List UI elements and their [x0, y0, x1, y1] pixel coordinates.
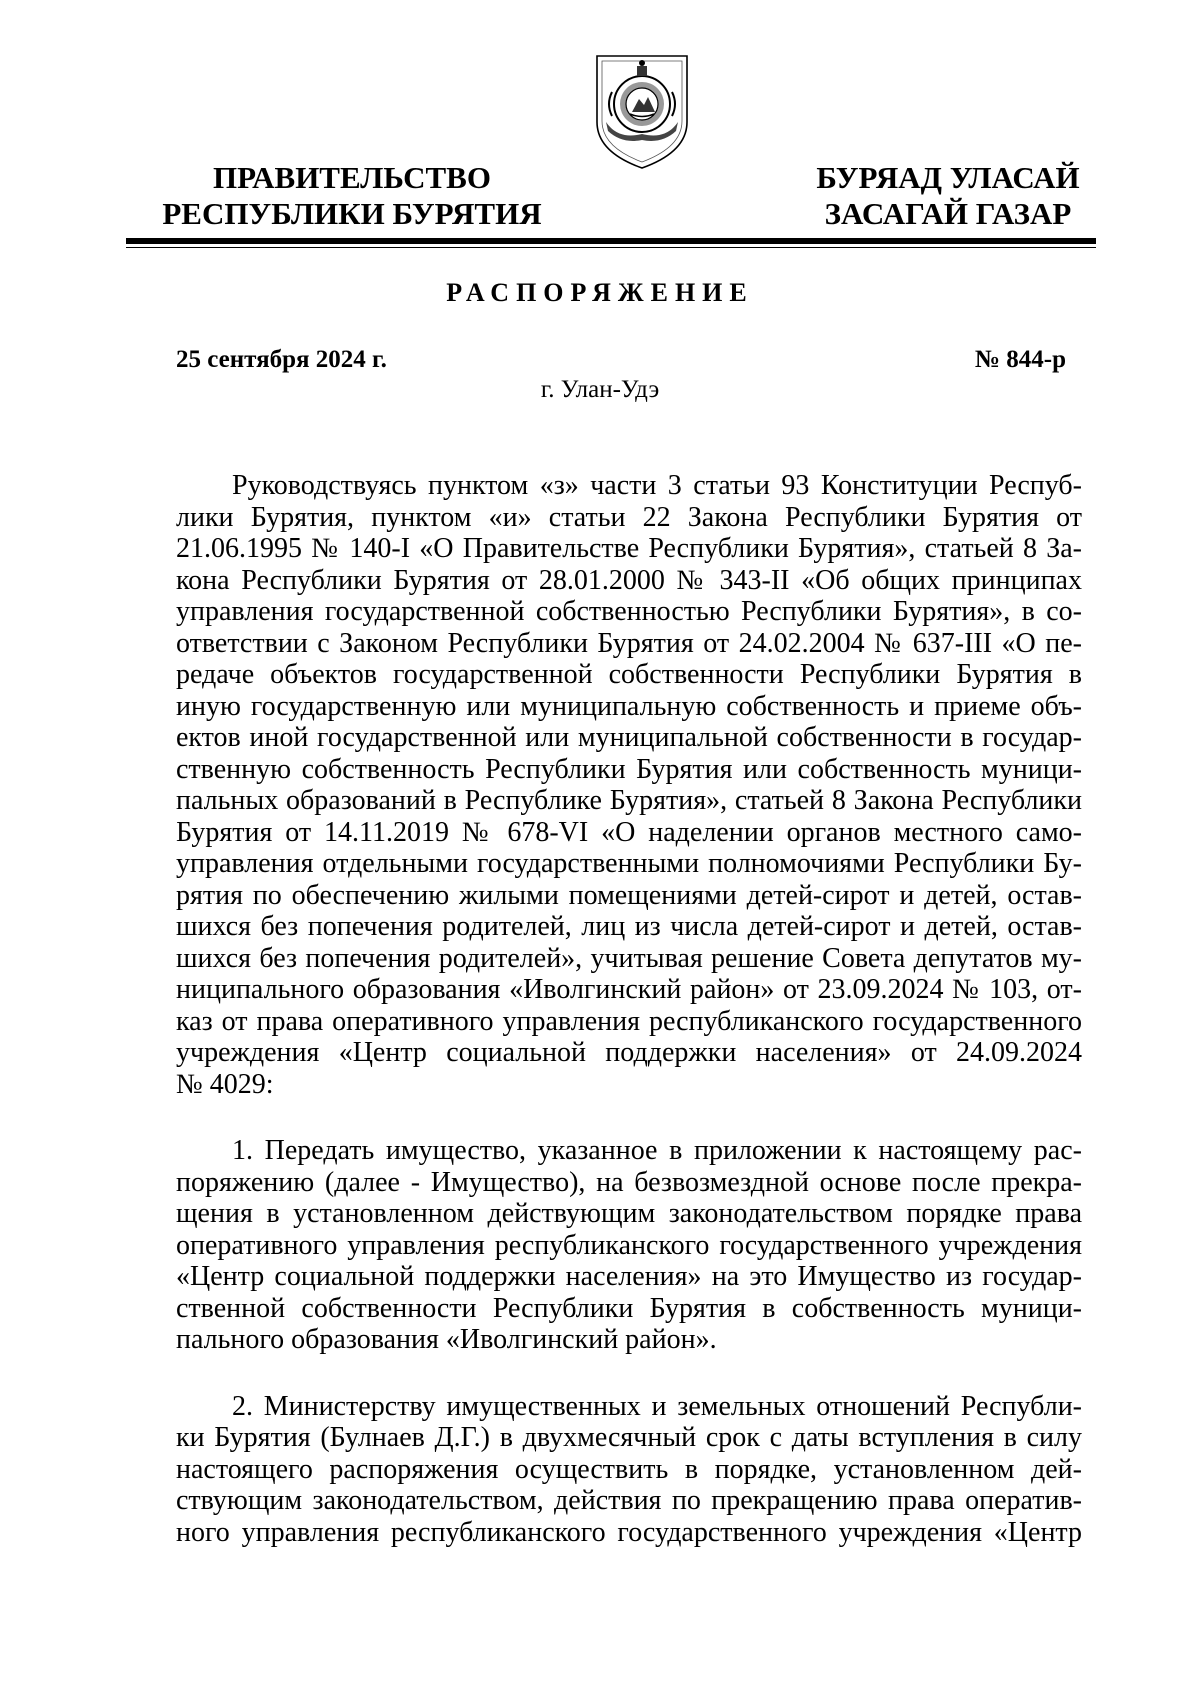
header-divider-thick	[126, 238, 1096, 244]
text-line: Руководствуясь пунктом «з» части 3 статьи 93 Конституции Респуб-	[232, 470, 1082, 501]
header-left-line-1: ПРАВИТЕЛЬСТВО	[213, 160, 491, 195]
document-city: г. Улан-Удэ	[540, 376, 660, 403]
text-line: поряжению (далее - Имущество), на безвозмездной основе после прекра-	[176, 1166, 1082, 1198]
text-line: ствующим законодательством, действия по прекращению права оператив-	[176, 1485, 1082, 1516]
text-line: ного управления республиканского государственного учреждения «Центр	[176, 1516, 1082, 1548]
text-line: оперативного управления республиканского государственного учреждения	[176, 1229, 1082, 1261]
text-line: каз от права оперативного управления республиканского государственного	[176, 1005, 1082, 1037]
text-line: ниципального образования «Иволгинский район» от 23.09.2024 № 103, от-	[176, 974, 1082, 1005]
text-line: № 4029:	[176, 1068, 274, 1100]
text-line: 21.06.1995 № 140-I «О Правительстве Республики Бурятия», статьей 8 За-	[176, 533, 1082, 564]
text-line: лики Бурятия, пунктом «и» статьи 22 Закона Республики Бурятия от	[176, 501, 1082, 533]
header-right	[748, 160, 1148, 232]
text-line: ки Бурятия (Булнаев Д.Г.) в двухмесячный срок с даты вступления в силу	[176, 1422, 1082, 1453]
text-line: 2. Министерству имущественных и земельных отношений Республи-	[232, 1390, 1082, 1422]
text-line: иную государственную или муниципальную собственность и приеме объ-	[176, 690, 1082, 722]
text-line: пальных образований в Республике Бурятия», статьей 8 Закона Республики	[176, 785, 1082, 816]
text-line: щения в установленном действующим законодательством порядке права	[176, 1198, 1082, 1229]
text-line: ственную собственность Республики Бурятия или собственность муници-	[176, 753, 1082, 785]
text-line: управления государственной собственностью Республики Бурятия», в со-	[176, 596, 1082, 627]
text-line: ственной собственности Республики Бурятия в собственность муници-	[176, 1292, 1082, 1324]
paragraph-item-2	[176, 1391, 1082, 1549]
text-line: «Центр социальной поддержки населения» на это Имущество из государ-	[176, 1261, 1082, 1292]
paragraph-preamble	[176, 470, 1082, 1100]
document-body	[176, 470, 1082, 1583]
text-line: редаче объектов государственной собственности Республики Бурятия в	[176, 659, 1082, 690]
text-line: Бурятия от 14.11.2019 № 678-VI «О наделении органов местного само-	[176, 816, 1082, 848]
text-line: шихся без попечения родителей», учитывая решение Совета депутатов му-	[176, 942, 1082, 974]
text-line: ектов иной государственной или муниципальной собственности в государ-	[176, 722, 1082, 753]
text-line: шихся без попечения родителей, лиц из числа детей-сирот и детей, остав-	[176, 911, 1082, 942]
document-date: 25 сентября 2024 г.	[176, 346, 387, 373]
text-line: настоящего распоряжения осуществить в порядке, установленном дей-	[176, 1453, 1082, 1485]
header-right-line-2: ЗАСАГАЙ ГАЗАР	[824, 196, 1072, 231]
header-left-line-2: РЕСПУБЛИКИ БУРЯТИЯ	[162, 196, 542, 231]
text-line: кона Республики Бурятия от 28.01.2000 № 343-II «Об общих принципах	[176, 564, 1082, 596]
text-line: 1. Передать имущество, указанное в приложении к настоящему рас-	[232, 1135, 1082, 1166]
header-divider-thin	[126, 247, 1096, 248]
text-line: ответствии с Законом Республики Бурятия от 24.02.2004 № 637-III «О пе-	[176, 627, 1082, 659]
text-line: управления отдельными государственными полномочиями Республики Бу-	[176, 848, 1082, 879]
header-right-line-1: БУРЯАД УЛАСАЙ	[816, 160, 1080, 195]
document-number: № 844-р	[974, 346, 1066, 373]
coat-of-arms-icon	[592, 52, 692, 172]
text-line: учреждения «Центр социальной поддержки населения» от 24.09.2024	[176, 1037, 1082, 1068]
header-left	[152, 160, 552, 232]
text-line: рятия по обеспечению жилыми помещениями детей-сирот и детей, остав-	[176, 879, 1082, 911]
paragraph-item-1	[176, 1135, 1082, 1356]
document-type: РАСПОРЯЖЕНИЕ	[446, 278, 754, 307]
text-line: пального образования «Иволгинский район».	[176, 1324, 717, 1355]
